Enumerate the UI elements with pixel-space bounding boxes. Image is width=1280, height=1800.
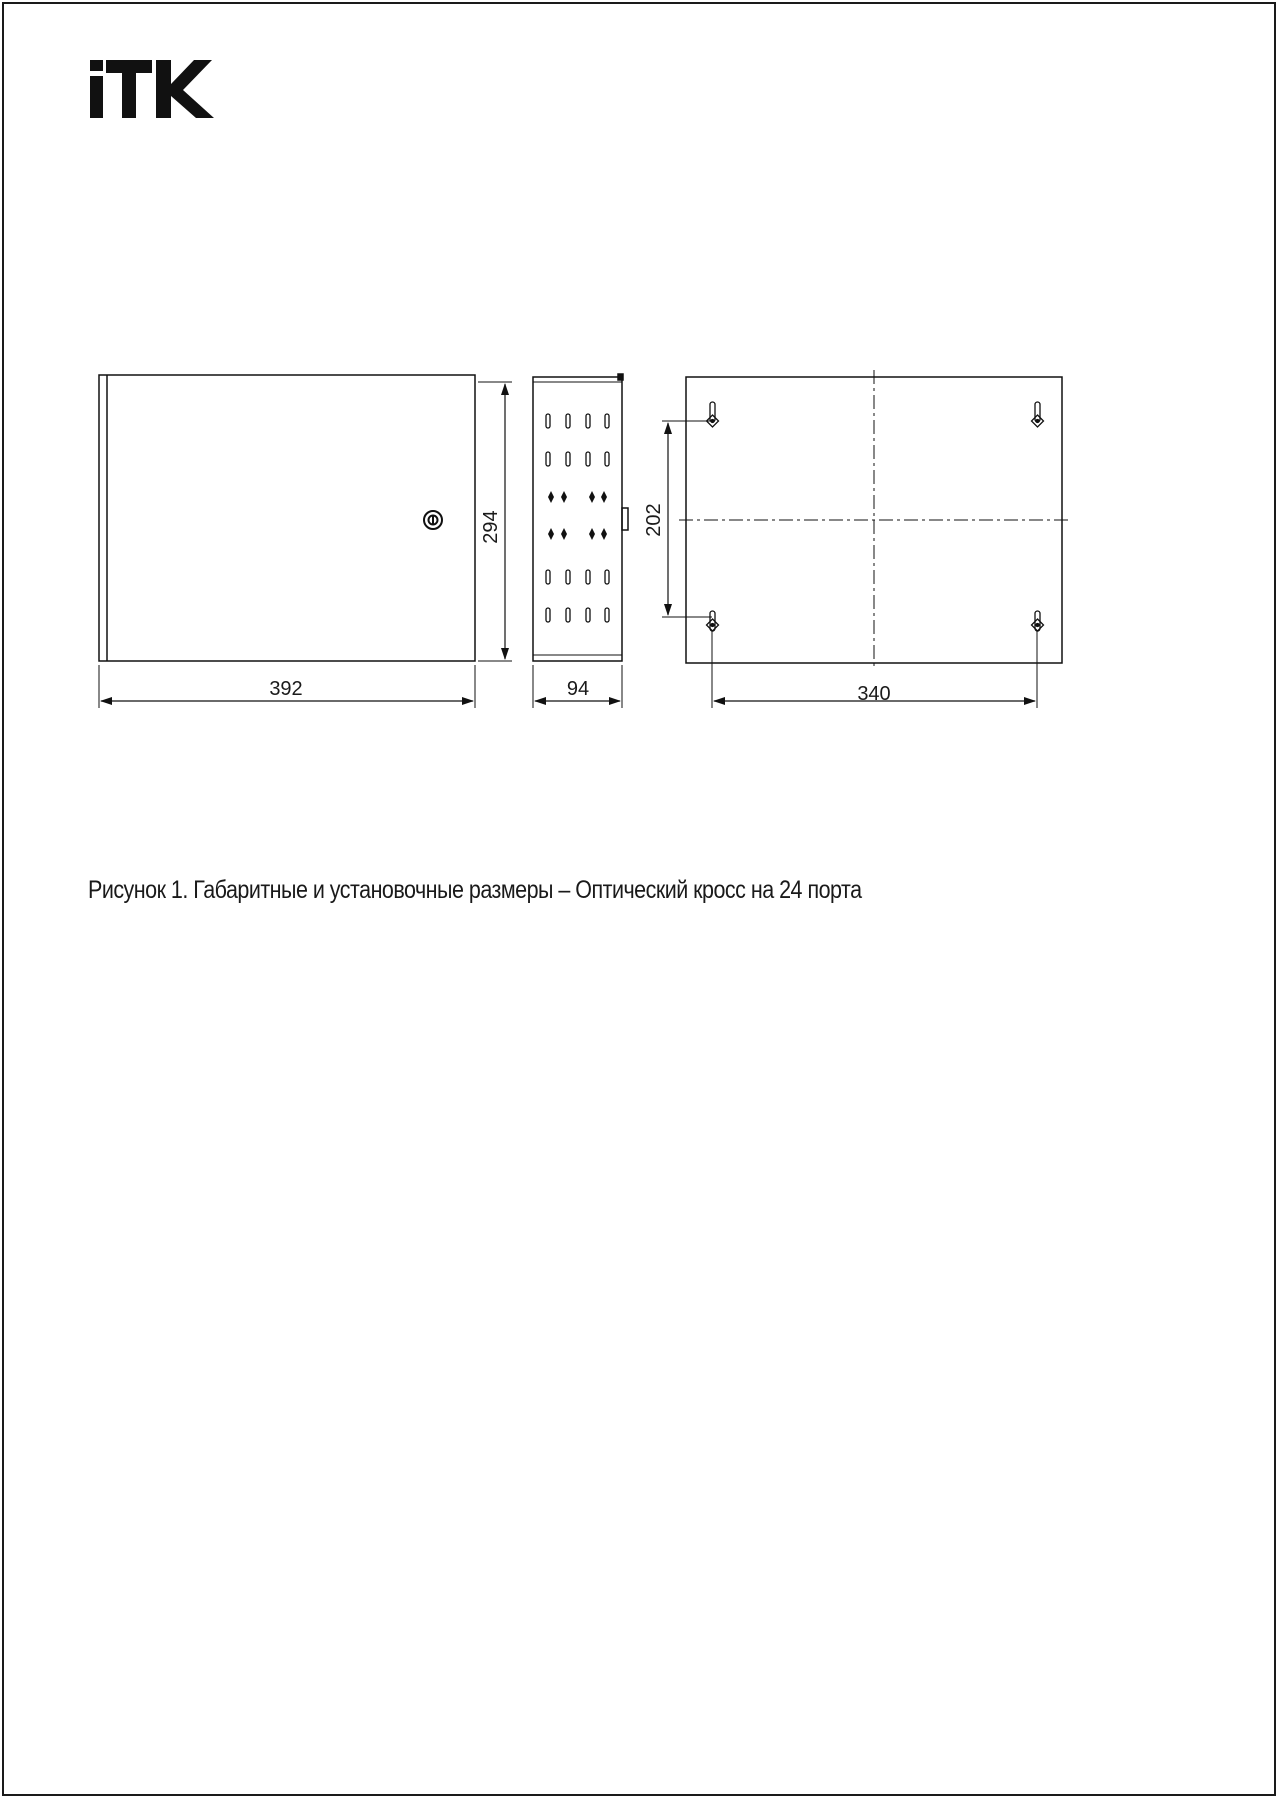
back-view [662,370,1072,708]
front-height-label: 294 [480,510,502,544]
dimension-drawing [0,0,1280,800]
front-view [99,375,512,708]
side-slots [546,414,609,622]
mount-horizontal-label: 340 [857,683,891,705]
mount-hole-icon [707,402,719,427]
side-knockouts [545,491,607,540]
mount-vertical-label: 202 [643,503,665,537]
mount-hole-icon [1032,402,1044,427]
figure-caption: Рисунок 1. Габаритные и установочные размеры – Оптический кросс на 24 порта [88,876,862,904]
mount-hole-icon [1032,611,1044,631]
front-width-label: 392 [269,678,303,700]
side-view [533,374,628,708]
mount-hole-icon [707,611,719,631]
side-depth-label: 94 [566,678,590,700]
lock-icon [424,511,442,529]
